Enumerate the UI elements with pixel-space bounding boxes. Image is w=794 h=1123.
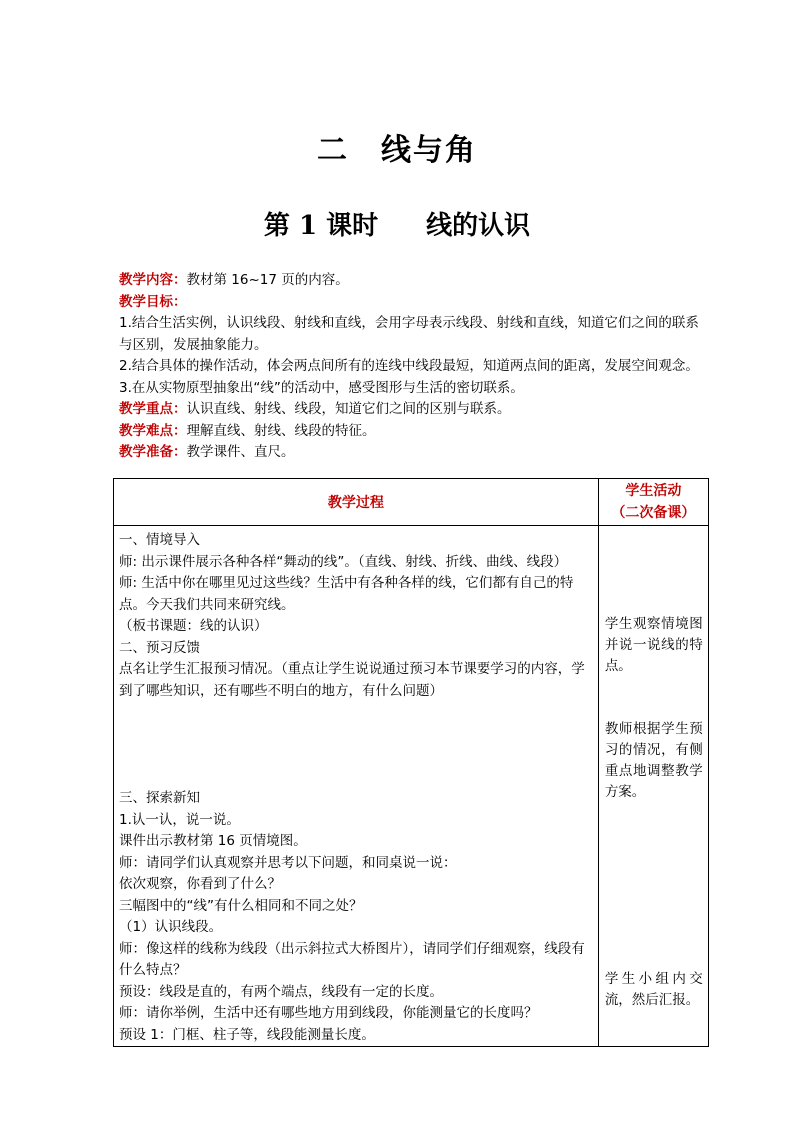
key-label: 教学重点： [119, 401, 187, 417]
difficulty-text: 理解直线、射线、线段的特征。 [186, 422, 376, 439]
list-item: 一、情境导入 [119, 532, 200, 548]
side-note-2: 教师根据学生预习的情况，有侧重点地调整教学方案。 [604, 721, 703, 800]
side-note-3: 学生小组内交流，然后汇报。 [604, 971, 703, 1008]
table-header-row [114, 479, 709, 526]
header-student-activity [598, 479, 708, 526]
teaching-process-cell [114, 526, 599, 1047]
content-row [119, 270, 699, 292]
prep-text: 教学课件、直尺。 [186, 444, 295, 460]
header-side-line-1: 学生活动 [625, 483, 682, 499]
prep-row [119, 442, 699, 464]
list-item: 二、预习反馈 [119, 639, 200, 656]
list-item: 师：请同学们认真观察并思考以下问题，和同桌说一说： [119, 854, 457, 871]
list-item: 预设：线段是直的，有两个端点，线段有一定的长度。 [119, 983, 443, 1000]
list-item: 师：请你举例，生活中还有哪些地方用到线段，你能测量它的长度吗？ [119, 1005, 538, 1021]
list-item: 预设 1：门框、柱子等，线段能测量长度。 [119, 1026, 375, 1043]
content-text: 教材第 16~17 页的内容。 [186, 272, 349, 288]
content-label: 教学内容： [119, 272, 187, 288]
table-body-row [114, 526, 709, 1047]
difficulty-row [119, 421, 699, 443]
list-item: （1）认识线段。 [119, 919, 223, 935]
side-note-1: 学生观察情境图并说一说线的特点。 [604, 616, 703, 674]
key-row [119, 399, 699, 421]
key-text: 认识直线、射线、线段，知道它们之间的区别与联系。 [186, 401, 511, 417]
list-item: 点名让学生汇报预习情况。（重点让学生说说通过预习本节课要学习的内容，学到了哪些知识，还有哪些不明白的地方，有什么问题） [119, 661, 585, 699]
list-item: 三、探索新知 [119, 790, 200, 806]
lesson-intro [119, 270, 699, 464]
chapter-title: 二 线与角 [317, 133, 477, 168]
list-item: 师: 生活中你在哪里见过这些线？生活中有各种各样的线，它们都有自己的特点。今天我们共同来研究线。 [119, 575, 574, 613]
prep-label: 教学准备： [119, 444, 187, 460]
student-activity-cell [598, 526, 708, 1047]
lesson-plan-table [113, 478, 709, 1047]
list-item: 依次观察，你看到了什么？ [119, 876, 281, 892]
difficulty-label: 教学难点： [119, 422, 187, 439]
list-item: 师: 出示课件展示各种各样“舞动的线”。（直线、射线、折线、曲线、线段） [119, 553, 568, 570]
list-item: 课件出示教材第 16 页情境图。 [119, 833, 307, 849]
header-teaching-process: 教学过程 [114, 479, 599, 526]
lesson-title [0, 205, 794, 242]
list-item: 三幅图中的“线”有什么相同和不同之处？ [119, 897, 363, 914]
lesson-name: 线的认识 [426, 211, 531, 241]
goal-3: 3.在从实物原型抽象出“线”的活动中，感受图形与生活的密切联系。 [119, 379, 524, 396]
list-item: 1.认一认，说一说。 [119, 811, 240, 828]
list-item: （板书课题：线的认识） [119, 618, 268, 634]
goals-label: 教学目标： [119, 293, 187, 310]
goal-2: 2.结合具体的操作活动，体会两点间所有的连线中线段最短，知道两点间的距离，发展空间观念。 [119, 358, 699, 374]
lesson-number: 第 1 课时 [263, 211, 379, 241]
goal-1: 1.结合生活实例，认识线段、射线和直线，会用字母表示线段、射线和直线，知道它们之间的联系与区别，发展抽象能力。 [119, 315, 699, 353]
list-item: 师：像这样的线称为线段（出示斜拉式大桥图片），请同学们仔细观察，线段有什么特点？ [119, 940, 585, 978]
header-side-line-2: （二次备课） [611, 505, 696, 521]
goals-row [119, 292, 699, 314]
